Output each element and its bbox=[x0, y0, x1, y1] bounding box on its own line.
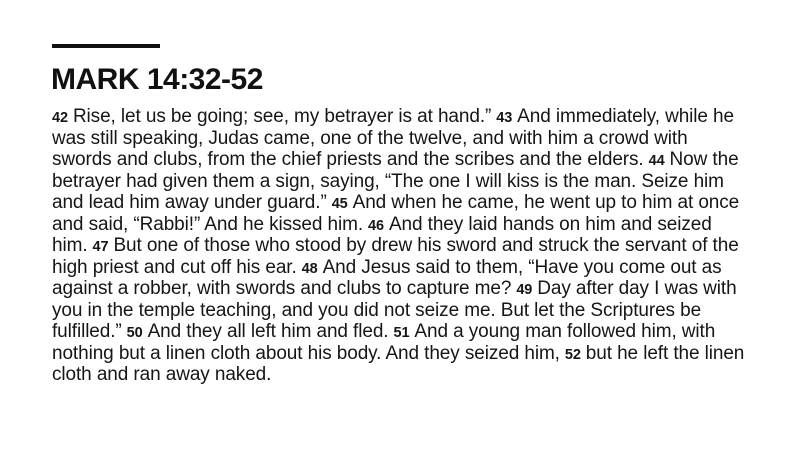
verse-text: And when he came, he went up to him at once bbox=[352, 192, 740, 213]
verse-number: 45 bbox=[331, 196, 348, 212]
verse-number: 50 bbox=[126, 325, 143, 341]
passage-line bbox=[52, 214, 782, 236]
verse-text: Day after day I was with bbox=[537, 278, 737, 299]
verse-number: 51 bbox=[393, 325, 410, 341]
passage-line bbox=[52, 171, 782, 193]
verse-text: And a young man followed him, with bbox=[414, 321, 716, 342]
passage-line bbox=[52, 149, 782, 171]
verse-text: you in the temple teaching, and you did not seize me. But let the Scriptures be bbox=[52, 299, 702, 321]
verse-text: fulfilled.” bbox=[52, 321, 122, 342]
verse-text: and said, “Rabbi!” And he kissed him. bbox=[52, 213, 364, 235]
passage-line bbox=[52, 278, 782, 300]
passage-line bbox=[52, 321, 782, 343]
passage-line bbox=[52, 343, 782, 365]
verse-number: 43 bbox=[496, 110, 513, 126]
passage-line bbox=[52, 364, 782, 386]
verse-text: high priest and cut off his ear. bbox=[52, 256, 297, 278]
passage-text bbox=[52, 106, 782, 386]
verse-text: swords and clubs, from the chief priests and the scribes and the elders. bbox=[52, 149, 644, 170]
verse-number: 46 bbox=[368, 217, 384, 234]
verse-text: nothing but a linen cloth about his body. And they seized him, bbox=[52, 342, 560, 364]
verse-text: And they all left him and fled. bbox=[147, 321, 389, 342]
verse-number: 44 bbox=[648, 153, 665, 169]
verse-text: betrayer had given them a sign, saying, “The one I will kiss is the man. Seize him bbox=[52, 170, 724, 192]
accent-bar bbox=[52, 44, 160, 48]
verse-text: And Jesus said to them, “Have you come out as bbox=[322, 256, 722, 278]
passage-line bbox=[52, 257, 782, 279]
verse-text: And they laid hands on him and seized bbox=[388, 213, 712, 235]
verse-text: against a robber, with swords and clubs to capture me? bbox=[52, 278, 512, 299]
verse-text: him. bbox=[52, 235, 88, 256]
passage-line bbox=[52, 300, 782, 322]
verse-number: 49 bbox=[516, 282, 533, 298]
verse-text: Rise, let us be going; see, my betrayer is at hand.” bbox=[72, 106, 492, 127]
verse-number: 47 bbox=[92, 239, 109, 255]
verse-text: and lead him away under guard.” bbox=[52, 192, 327, 213]
verse-text: Now the bbox=[669, 149, 739, 170]
verse-text: but he left the linen bbox=[585, 342, 745, 364]
passage-line bbox=[52, 192, 782, 214]
verse-number: 42 bbox=[52, 110, 68, 126]
verse-number: 48 bbox=[301, 260, 318, 277]
passage-line bbox=[52, 128, 782, 150]
verse-text: was still speaking, Judas came, one of the twelve, and with him a crowd with bbox=[52, 127, 688, 149]
passage-line bbox=[52, 235, 782, 257]
verse-number: 52 bbox=[564, 346, 581, 363]
page-title: MARK 14:32-52 bbox=[51, 63, 263, 96]
verse-text: But one of those who stood by drew his sword and struck the servant of the bbox=[113, 235, 739, 256]
verse-text: And immediately, while he bbox=[517, 106, 734, 127]
passage-line bbox=[52, 106, 782, 128]
verse-text: cloth and ran away naked. bbox=[52, 364, 272, 385]
